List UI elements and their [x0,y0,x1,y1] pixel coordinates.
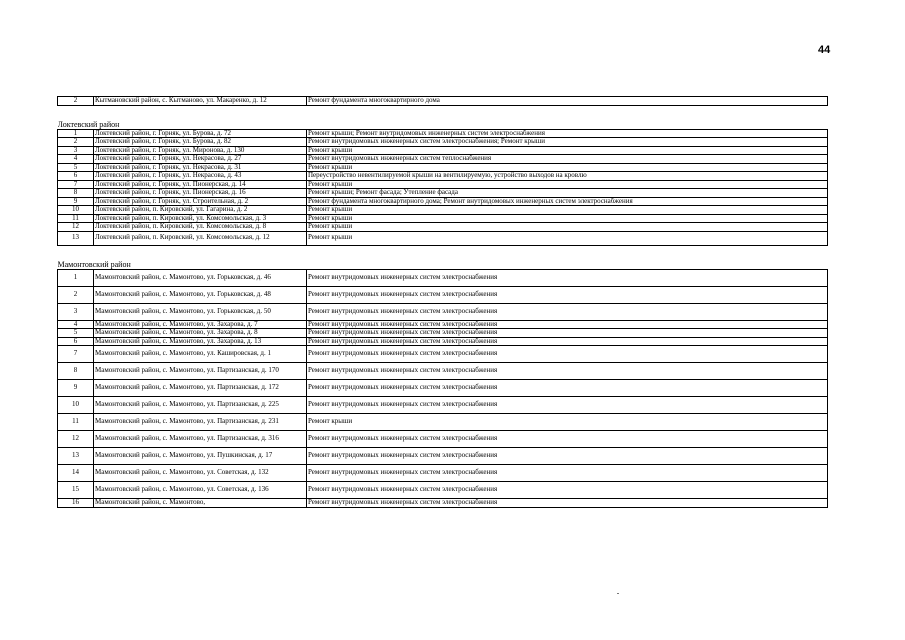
address-cell: Локтевский район, п. Кировский, ул. Комсомольская, д. 8 [94,223,307,232]
work-type-cell: Ремонт крыши [307,180,828,189]
work-type-cell: Ремонт фундамента многоквартирного дома; Ремонт внутридомовых инженерных систем электроснабжения [307,197,828,206]
row-number: 6 [58,172,94,181]
row-number: 10 [58,397,94,414]
address-cell: Мамонтовский район, с. Мамонтово, ул. Партизанская, д. 172 [94,380,307,397]
spacer-cell [58,105,828,118]
work-type-cell: Ремонт внутридомовых инженерных систем электроснабжения [307,465,828,482]
table-row [58,223,828,232]
row-number: 11 [58,214,94,223]
address-cell: Локтевский район, г. Горняк, ул. Пионерская, д. 14 [94,180,307,189]
row-number: 4 [58,320,94,329]
table-row [58,380,828,397]
row-number: 3 [58,146,94,155]
address-cell: Мамонтовский район, с. Мамонтово, ул. Горьковская, д. 46 [94,269,307,286]
address-cell: Локтевский район, г. Горняк, ул. Бурова, д. 72 [94,129,307,138]
row-number: 5 [58,163,94,172]
address-cell: Локтевский район, п. Кировский, ул. Гагарина, д. 2 [94,206,307,215]
work-type-cell: Ремонт внутридомовых инженерных систем электроснабжения [307,269,828,286]
table-row [58,320,828,329]
row-number: 13 [58,448,94,465]
work-type-cell: Ремонт внутридомовых инженерных систем электроснабжения [307,448,828,465]
row-number: 10 [58,206,94,215]
work-type-cell: Ремонт крыши [307,214,828,223]
address-cell: Локтевский район, г. Горняк, ул. Миронова, д. 130 [94,146,307,155]
spacer-cell [58,245,828,258]
row-number: 4 [58,155,94,164]
work-type-cell: Ремонт внутридомовых инженерных систем электроснабжения; Ремонт крыши [307,138,828,147]
address-cell: Мамонтовский район, с. Мамонтово, ул. Кашировская, д. 1 [94,346,307,363]
table-row [58,138,828,147]
work-type-cell: Ремонт крыши; Ремонт фасада; Утепление фасада [307,189,828,198]
address-cell: Локтевский район, п. Кировский, ул. Комсомольская, д. 12 [94,231,307,245]
section-heading: Локтевский район [57,120,120,129]
work-type-cell: Переустройство невентилируемой крыши на вентилируемую, устройство выходов на кровлю [307,172,828,181]
table-row [58,97,828,106]
table-row [58,129,828,138]
work-type-cell: Ремонт внутридомовых инженерных систем электроснабжения [307,431,828,448]
table-row [58,303,828,320]
row-number: 13 [58,231,94,245]
table-row [58,231,828,245]
table-row [58,346,828,363]
table-row [58,431,828,448]
table-row [58,286,828,303]
address-cell: Мамонтовский район, с. Мамонтово, ул. Захарова, д. 8 [94,329,307,338]
table-row [58,465,828,482]
address-cell: Мамонтовский район, с. Мамонтово, ул. Партизанская, д. 316 [94,431,307,448]
address-cell: Локтевский район, п. Кировский, ул. Комсомольская, д. 3 [94,214,307,223]
scan-speck [617,593,619,594]
row-number: 12 [58,223,94,232]
table-row [58,482,828,499]
work-type-cell: Ремонт внутридомовых инженерных систем электроснабжения [307,482,828,499]
address-cell: Локтевский район, г. Горняк, ул. Некрасова, д. 27 [94,155,307,164]
section-spacer [58,105,828,118]
work-type-cell: Ремонт внутридомовых инженерных систем электроснабжения [307,499,828,508]
table-row [58,363,828,380]
table-row [58,146,828,155]
table-row [58,414,828,431]
row-number: 11 [58,414,94,431]
row-number: 15 [58,482,94,499]
table-row [58,329,828,338]
row-number: 16 [58,499,94,508]
address-cell: Кытмановский район, с. Кытманово, ул. Макаренко, д. 12 [94,97,307,106]
work-type-cell: Ремонт внутридомовых инженерных систем электроснабжения [307,329,828,338]
work-type-cell: Ремонт крыши [307,206,828,215]
address-cell: Мамонтовский район, с. Мамонтово, ул. Партизанская, д. 170 [94,363,307,380]
table-row [58,172,828,181]
table-row [58,206,828,215]
address-cell: Мамонтовский район, с. Мамонтово, ул. Горьковская, д. 48 [94,286,307,303]
section-heading-row [58,118,828,130]
address-cell: Мамонтовский район, с. Мамонтово, ул. Советская, д. 132 [94,465,307,482]
repair-table [57,96,828,508]
work-type-cell: Ремонт внутридомовых инженерных систем электроснабжения [307,286,828,303]
row-number: 8 [58,363,94,380]
address-cell: Мамонтовский район, с. Мамонтово, ул. Партизанская, д. 225 [94,397,307,414]
work-type-cell: Ремонт внутридомовых инженерных систем электроснабжения [307,320,828,329]
work-type-cell: Ремонт крыши [307,231,828,245]
row-number: 5 [58,329,94,338]
table-row [58,448,828,465]
table-row [58,397,828,414]
work-type-cell: Ремонт крыши [307,223,828,232]
row-number: 7 [58,180,94,189]
work-type-cell: Ремонт крыши; Ремонт внутридомовых инженерных систем электроснабжения [307,129,828,138]
table-row [58,337,828,346]
row-number: 2 [58,286,94,303]
table-row [58,189,828,198]
row-number: 1 [58,129,94,138]
work-type-cell: Ремонт внутридомовых инженерных систем электроснабжения [307,337,828,346]
row-number: 9 [58,197,94,206]
table-row [58,155,828,164]
row-number: 2 [58,97,94,106]
table-row [58,214,828,223]
row-number: 1 [58,269,94,286]
address-cell: Мамонтовский район, с. Мамонтово, [94,499,307,508]
work-type-cell: Ремонт крыши [307,414,828,431]
table-row [58,197,828,206]
address-cell: Локтевский район, г. Горняк, ул. Некрасова, д. 31 [94,163,307,172]
repair-table-body [58,97,828,508]
table-row [58,269,828,286]
work-type-cell: Ремонт внутридомовых инженерных систем электроснабжения [307,380,828,397]
row-number: 6 [58,337,94,346]
work-type-cell: Ремонт внутридомовых инженерных систем электроснабжения [307,363,828,380]
work-type-cell: Ремонт крыши [307,146,828,155]
address-cell: Мамонтовский район, с. Мамонтово, ул. Захарова, д. 13 [94,337,307,346]
row-number: 2 [58,138,94,147]
section-heading-row [58,258,828,270]
address-cell: Мамонтовский район, с. Мамонтово, ул. Пушкинская, д. 17 [94,448,307,465]
address-cell: Мамонтовский район, с. Мамонтово, ул. Горьковская, д. 50 [94,303,307,320]
work-type-cell: Ремонт внутридомовых инженерных систем теплоснабжения [307,155,828,164]
row-number: 7 [58,346,94,363]
address-cell: Локтевский район, г. Горняк, ул. Пионерская, д. 16 [94,189,307,198]
work-type-cell: Ремонт внутридомовых инженерных систем электроснабжения [307,346,828,363]
page-number: 44 [818,44,831,56]
row-number: 14 [58,465,94,482]
row-number: 8 [58,189,94,198]
row-number: 9 [58,380,94,397]
table-row [58,499,828,508]
section-spacer [58,245,828,258]
row-number: 3 [58,303,94,320]
address-cell: Мамонтовский район, с. Мамонтово, ул. Захарова, д. 7 [94,320,307,329]
table-row [58,180,828,189]
address-cell: Мамонтовский район, с. Мамонтово, ул. Партизанская, д. 231 [94,414,307,431]
address-cell: Мамонтовский район, с. Мамонтово, ул. Советская, д. 136 [94,482,307,499]
address-cell: Локтевский район, г. Горняк, ул. Строительная, д. 2 [94,197,307,206]
work-type-cell: Ремонт фундамента многоквартирного дома [307,97,828,106]
address-cell: Локтевский район, г. Горняк, ул. Бурова, д. 82 [94,138,307,147]
table-row [58,163,828,172]
work-type-cell: Ремонт крыши [307,163,828,172]
section-heading: Мамонтовский район [57,260,131,269]
work-type-cell: Ремонт внутридомовых инженерных систем электроснабжения [307,397,828,414]
row-number: 12 [58,431,94,448]
address-cell: Локтевский район, г. Горняк, ул. Некрасова, д. 43 [94,172,307,181]
work-type-cell: Ремонт внутридомовых инженерных систем электроснабжения [307,303,828,320]
